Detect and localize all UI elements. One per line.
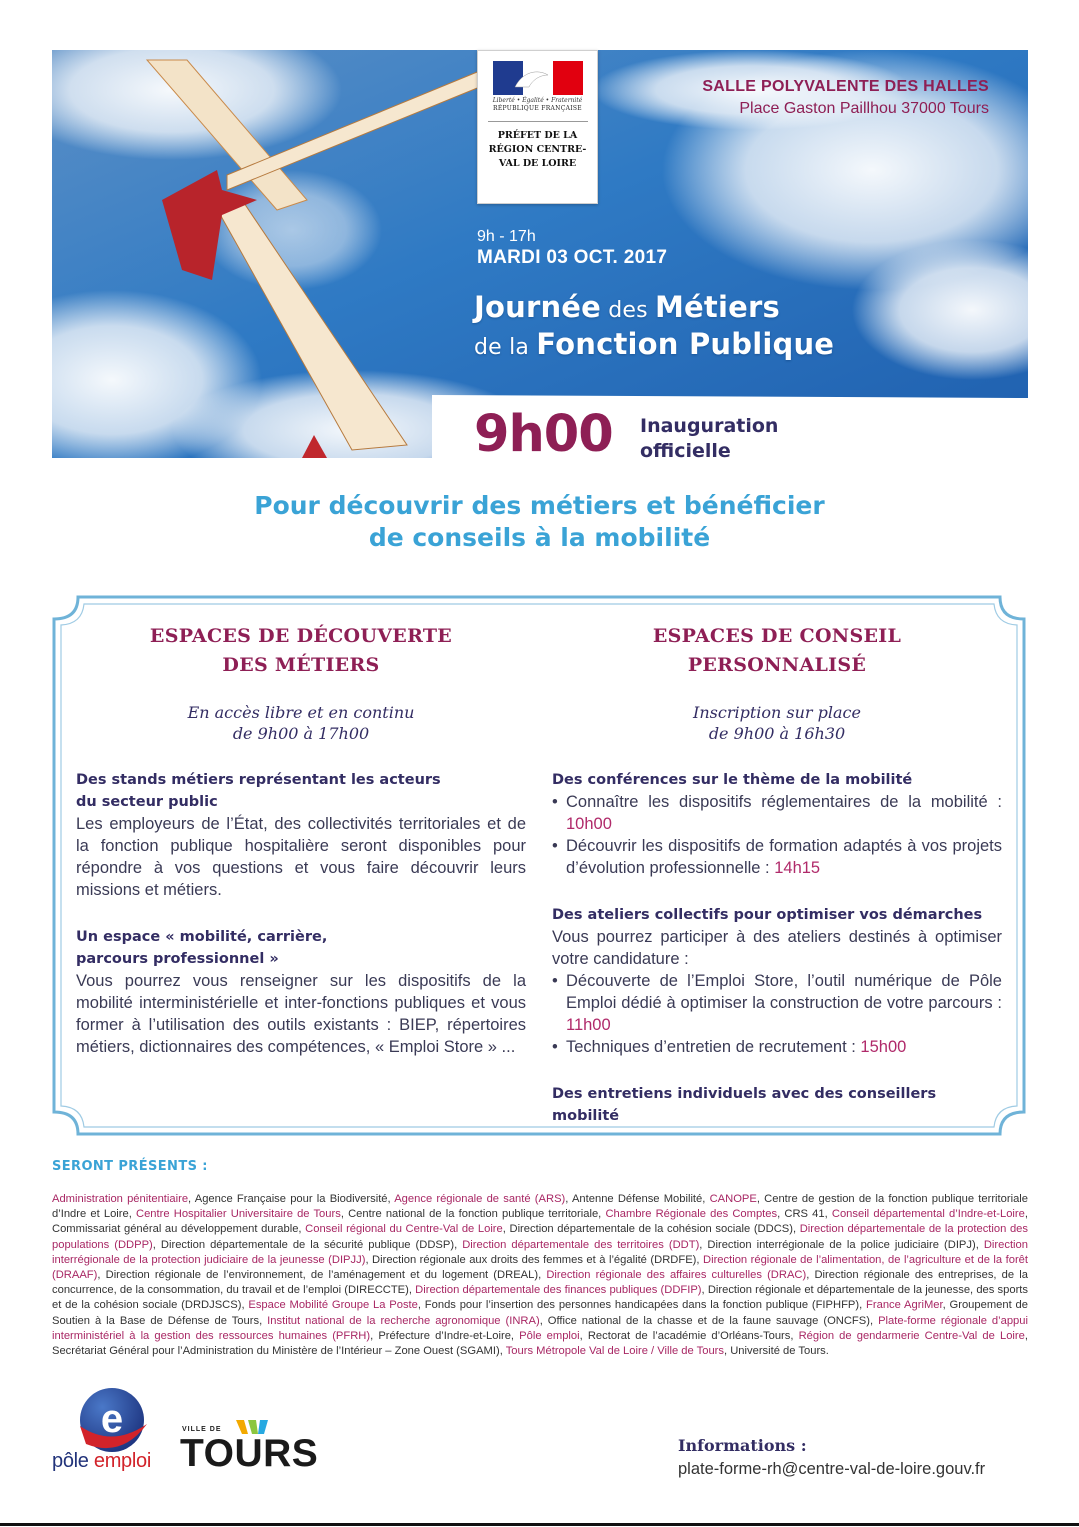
presents-entry: , Direction régionale des entreprises, de la concurrence, de la consommation, du travail et de l’emploi (DIRECCTE),: [52, 1269, 1028, 1297]
list-item-time: 11h00: [566, 1016, 611, 1034]
list-item-text: Découvrir les dispositifs de formation adaptés à vos projets d’évolution professionnelle :: [566, 837, 1002, 877]
inauguration-time: 9h00: [474, 405, 613, 464]
presents-entry: , Antenne Défense Mobilité,: [565, 1193, 710, 1205]
workshops-list: [552, 970, 1002, 1058]
presents-entry-highlight: Direction départementale des territoires (DDT): [462, 1238, 700, 1251]
interviews-heading: Des entretiens individuels avec des conseillers mobilité: [552, 1086, 937, 1124]
presents-entry-highlight: Région de gendarmerie Centre-Val de Loire: [798, 1329, 1025, 1342]
presents-entry-highlight: Direction interrégionale de la protection judiciaire de la jeunesse (DIPJJ): [52, 1238, 1028, 1266]
presents-entry-highlight: Centre Hospitalier Universitaire de Tours: [136, 1208, 341, 1221]
venue-address: Place Gaston Paillhou 37000 Tours: [739, 100, 989, 117]
counseling-title-line2: PERSONNALISÉ: [687, 654, 867, 676]
presents-entry-highlight: Institut national de la recherche agronomique (INRA): [267, 1314, 540, 1327]
conferences-heading: Des conférences sur le thème de la mobilité: [552, 772, 913, 788]
stands-block: [76, 769, 526, 901]
pe-word-emploi: emploi: [93, 1450, 151, 1472]
presents-entry: , Direction départementale de la sécurité publique (DDSP),: [152, 1238, 463, 1251]
presents-entry: , Préfecture d’Indre-et-Loire,: [370, 1329, 520, 1342]
presents-entry: , Groupement de Soutien à la Base de Défense de Tours,: [52, 1299, 1028, 1327]
presents-entry: , Direction départementale de la cohésion sociale (DDCS),: [502, 1223, 800, 1236]
stands-heading-line1: Des stands métiers représentant les acteurs: [76, 772, 441, 788]
list-item: [552, 970, 1002, 1036]
counseling-column: [552, 622, 1002, 1127]
list-item-text: Connaître les dispositifs réglementaires de la mobilité :: [566, 793, 1002, 811]
presents-title: SERONT PRÉSENTS :: [52, 1159, 208, 1174]
ville-de-label: VILLE DE: [182, 1426, 222, 1433]
presents-entry-highlight: Direction régionale de l’alimentation, de l’agriculture et de la forêt (DRAAF): [52, 1253, 1029, 1282]
presents-entry: , Centre de gestion de la fonction publique territoriale d’Indre et Loire,: [52, 1193, 1029, 1221]
discovery-column: [76, 622, 526, 1058]
counseling-title: [552, 622, 1002, 680]
discovery-title-line2: DES MÉTIERS: [222, 654, 380, 676]
presents-entry-highlight: Conseil régional du Centre-Val de Loire: [305, 1223, 503, 1236]
discovery-subtitle-line2: de 9h00 à 17h00: [232, 724, 370, 743]
presents-entry-highlight: Espace Mobilité Groupe La Poste: [248, 1299, 418, 1312]
presents-entry: , CRS 41,: [777, 1208, 832, 1221]
title-word-de-la: de la: [474, 335, 537, 360]
presents-entry: , Centre national de la fonction publique territoriale,: [340, 1208, 606, 1221]
counseling-subtitle-line2: de 9h00 à 16h30: [708, 724, 846, 743]
tagline: [0, 490, 1079, 554]
discovery-subtitle: [76, 702, 526, 744]
interviews-block: [552, 1083, 1002, 1127]
presents-entry-highlight: Direction régionale des affaires culturelles (DRAC): [546, 1269, 807, 1282]
pole-emploi-wordmark: [52, 1450, 151, 1473]
event-date: MARDI 03 OCT. 2017: [477, 247, 668, 268]
presents-entry: , Direction régionale et départementale de la jeunesse, des sports et de la cohésion sociale (DRDJSCS),: [52, 1284, 1028, 1312]
presents-entry-highlight: Administration pénitentiaire: [52, 1193, 189, 1205]
discovery-subtitle-line1: En accès libre et en continu: [187, 703, 415, 722]
mobility-space-heading-line2: parcours professionnel »: [76, 951, 279, 967]
title-word-des: des: [601, 298, 655, 323]
discovery-title-line1: ESPACES DE DÉCOUVERTE: [149, 625, 453, 647]
venue-name: SALLE POLYVALENTE DES HALLES: [702, 78, 989, 95]
presents-entry-highlight: Direction départementale de la protection des populations (DDPP): [52, 1223, 1028, 1251]
list-item: [552, 835, 1002, 879]
workshops-block: [552, 904, 1002, 1058]
presents-entry: , Secrétariat Général pour l’Administration du Ministère de l’Intérieur – Zone Ouest (SGAMI),: [52, 1329, 1028, 1358]
stands-text: Les employeurs de l’État, des collectivités territoriales et de la fonction publique hospitalière seront disponibles pour répondre à vos questions et vous faire découvrir leurs missions et métiers.: [76, 815, 526, 899]
presents-entry-highlight: Conseil départemental d’Indre-et-Loire: [831, 1208, 1025, 1221]
republic-motto: Liberté • Égalité • Fraternité: [492, 97, 583, 104]
stands-heading-line2: du secteur public: [76, 794, 218, 810]
mobility-space-block: [76, 926, 526, 1058]
presents-entry: , Direction interrégionale de la police judiciaire (DIPJ),: [699, 1238, 984, 1251]
inauguration-label: [640, 414, 778, 464]
presents-entry: , Direction régionale de l’environnement, de l’aménagement et du logement (DREAL),: [97, 1269, 547, 1282]
workshops-heading: Des ateliers collectifs pour optimiser vos démarches: [552, 907, 983, 923]
workshops-text: Vous pourrez participer à des ateliers destinés à optimiser votre candidature :: [552, 928, 1002, 968]
presents-entry-highlight: Pôle emploi: [519, 1329, 580, 1342]
presents-entry: , Office national de la chasse et de la faune sauvage (ONCFS),: [539, 1314, 879, 1327]
presents-entry: , Fonds pour l’insertion des personnes handicapées dans la fonction publique (FIPHFP),: [417, 1299, 867, 1312]
prefecture-logo: [477, 50, 598, 204]
conferences-block: [552, 769, 1002, 879]
counseling-title-line1: ESPACES DE CONSEIL: [652, 625, 902, 647]
presents-entry-highlight: CANOPE: [709, 1193, 757, 1205]
prefet-label: PRÉFET DE LA RÉGION CENTRE-VAL DE LOIRE: [488, 130, 587, 169]
title-word-fonction-publique: Fonction Publique: [536, 327, 835, 361]
tours-wordmark: TOURS: [180, 1432, 319, 1475]
counseling-subtitle: [552, 702, 1002, 744]
conferences-list: [552, 791, 1002, 879]
logo-divider: [488, 121, 588, 122]
info-label: Informations :: [678, 1436, 807, 1455]
mobility-space-text: Vous pourrez vous renseigner sur les dispositifs de la mobilité interministérielle et inter-fonctions publiques et vous former à l’utilisation des outils existants : BIEP, répertoires métiers, dictionnaires des compétences, « Emploi Store » ...: [76, 972, 526, 1056]
presents-list: [52, 1192, 1028, 1359]
event-hours: 9h - 17h: [477, 228, 536, 245]
svg-text:e: e: [100, 1397, 124, 1441]
counseling-subtitle-line1: Inscription sur place: [693, 703, 861, 722]
event-title-line2: [474, 327, 834, 361]
presents-entry: , Agence Française pour la Biodiversité,: [188, 1193, 395, 1205]
list-item: [552, 1036, 1002, 1058]
presents-entry: , Rectorat de l’académie d’Orléans-Tours,: [579, 1329, 799, 1342]
list-item-time: 15h00: [860, 1038, 907, 1056]
list-item-time: 10h00: [566, 815, 612, 833]
list-item-time: 14h15: [774, 859, 821, 877]
presents-entry: , Commissariat général au développement durable,: [52, 1208, 1028, 1236]
tagline-line2: de conseils à la mobilité: [368, 523, 711, 552]
presents-entry-highlight: France AgriMer: [866, 1299, 943, 1312]
mobility-space-heading-line1: Un espace « mobilité, carrière,: [76, 929, 328, 945]
presents-entry-highlight: Plate-forme régionale d’appui interministériel à la gestion des ressources humaines (PFRH): [52, 1314, 1028, 1342]
presents-entry: , Direction régionale aux droits des femmes et à l’égalité (DRDFE),: [365, 1253, 703, 1266]
presents-entry-highlight: Tours Métropole Val de Loire / Ville de Tours: [505, 1345, 724, 1358]
event-title-line1: [474, 290, 780, 324]
pe-word-pole: pôle: [52, 1450, 94, 1472]
republic-name: RÉPUBLIQUE FRANÇAISE: [493, 105, 582, 112]
presents-entry-highlight: Chambre Régionale des Comptes: [605, 1208, 778, 1221]
presents-entry-highlight: Agence régionale de santé (ARS): [394, 1193, 566, 1205]
marianne-icon: [493, 61, 583, 95]
list-item: [552, 791, 1002, 835]
tagline-line1: Pour découvrir des métiers et bénéficier: [254, 491, 825, 520]
title-word-metiers: Métiers: [655, 290, 780, 324]
bottom-divider: [0, 1523, 1079, 1526]
inauguration-label-line1: Inauguration: [640, 415, 779, 437]
list-item-text: Techniques d’entretien de recrutement :: [566, 1038, 861, 1056]
inauguration-label-line2: officielle: [640, 440, 731, 462]
presents-entry: , Université de Tours.: [724, 1345, 829, 1358]
list-item-text: Découverte de l’Emploi Store, l’outil numérique de Pôle Emploi dédié à optimiser la construction de votre parcours :: [566, 972, 1002, 1012]
venue-block: [702, 78, 989, 118]
info-email-link[interactable]: plate-forme-rh@centre-val-de-loire.gouv.fr: [678, 1460, 986, 1478]
presents-entry-highlight: Direction départementale des finances publiques (DDFIP): [415, 1284, 702, 1297]
discovery-title: [76, 622, 526, 680]
title-word-journee: Journée: [474, 290, 602, 324]
